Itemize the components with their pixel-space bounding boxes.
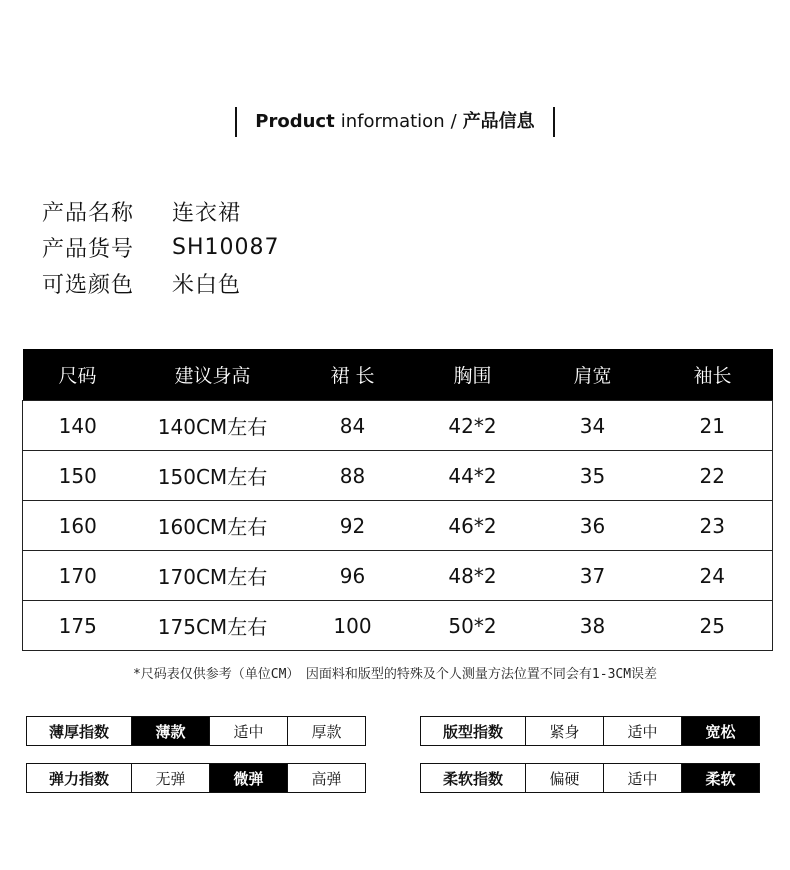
table-cell: 37 bbox=[533, 551, 653, 601]
index-label: 薄厚指数 bbox=[48, 722, 109, 741]
table-header-row bbox=[23, 349, 773, 401]
info-row-sku bbox=[42, 229, 280, 265]
table-cell: 34 bbox=[533, 401, 653, 451]
table-cell: 175 bbox=[23, 601, 133, 651]
table-cell: 84 bbox=[293, 401, 413, 451]
column-header: 胸围 bbox=[413, 349, 533, 401]
table-row bbox=[23, 501, 773, 551]
table-cell: 38 bbox=[533, 601, 653, 651]
table-cell: 50*2 bbox=[413, 601, 533, 651]
table-cell: 46*2 bbox=[413, 501, 533, 551]
index-option: 高弹 bbox=[287, 764, 365, 792]
column-header: 肩宽 bbox=[533, 349, 653, 401]
table-row bbox=[23, 451, 773, 501]
info-value: SH10087 bbox=[172, 234, 280, 260]
table-cell: 170 bbox=[23, 551, 133, 601]
table-cell: 150CM左右 bbox=[133, 451, 293, 501]
column-header: 裙 长 bbox=[293, 349, 413, 401]
table-cell: 22 bbox=[653, 451, 773, 501]
table-cell: 160 bbox=[23, 501, 133, 551]
index-label: 版型指数 bbox=[442, 722, 503, 741]
elasticity-index bbox=[26, 763, 366, 793]
section-title bbox=[237, 107, 552, 137]
index-option: 无弹 bbox=[131, 764, 209, 792]
index-option: 适中 bbox=[603, 764, 681, 792]
index-option: 薄款 bbox=[131, 717, 209, 745]
size-table bbox=[22, 349, 773, 651]
info-label: 产品名称 bbox=[42, 200, 135, 226]
column-header: 袖长 bbox=[653, 349, 773, 401]
index-label: 柔软指数 bbox=[442, 769, 503, 788]
table-cell: 140 bbox=[23, 401, 133, 451]
info-label: 产品货号 bbox=[42, 236, 135, 262]
table-cell: 44*2 bbox=[413, 451, 533, 501]
info-row-name bbox=[42, 193, 280, 229]
table-row bbox=[23, 601, 773, 651]
table-cell: 23 bbox=[653, 501, 773, 551]
info-label: 可选颜色 bbox=[42, 272, 135, 298]
table-cell: 25 bbox=[653, 601, 773, 651]
table-cell: 42*2 bbox=[413, 401, 533, 451]
table-cell: 150 bbox=[23, 451, 133, 501]
index-option: 适中 bbox=[603, 717, 681, 745]
table-cell: 36 bbox=[533, 501, 653, 551]
index-option: 紧身 bbox=[525, 717, 603, 745]
table-row bbox=[23, 551, 773, 601]
title-cn: 产品信息 bbox=[462, 111, 535, 132]
title-en: information bbox=[340, 111, 445, 132]
size-note: *尺码表仅供参考（单位CM） 因面料和版型的特殊及个人测量方法位置不同会有1-3CM误差 bbox=[132, 667, 658, 682]
table-cell: 170CM左右 bbox=[133, 551, 293, 601]
index-option: 宽松 bbox=[681, 717, 759, 745]
table-cell: 21 bbox=[653, 401, 773, 451]
table-cell: 160CM左右 bbox=[133, 501, 293, 551]
index-option: 厚款 bbox=[287, 717, 365, 745]
table-cell: 48*2 bbox=[413, 551, 533, 601]
fit-index bbox=[420, 716, 760, 746]
table-cell: 88 bbox=[293, 451, 413, 501]
table-cell: 175CM左右 bbox=[133, 601, 293, 651]
softness-index bbox=[420, 763, 760, 793]
info-value: 米白色 bbox=[172, 272, 242, 298]
table-cell: 24 bbox=[653, 551, 773, 601]
column-header: 尺码 bbox=[23, 349, 133, 401]
section-header bbox=[0, 106, 790, 138]
index-option: 柔软 bbox=[681, 764, 759, 792]
table-row bbox=[23, 401, 773, 451]
table-cell: 96 bbox=[293, 551, 413, 601]
title-en-bold: Product bbox=[255, 111, 335, 132]
index-option: 偏硬 bbox=[525, 764, 603, 792]
info-row-color bbox=[42, 265, 280, 301]
table-cell: 140CM左右 bbox=[133, 401, 293, 451]
column-header: 建议身高 bbox=[133, 349, 293, 401]
index-option: 适中 bbox=[209, 717, 287, 745]
product-info bbox=[42, 193, 280, 301]
index-option: 微弹 bbox=[209, 764, 287, 792]
thickness-index bbox=[26, 716, 366, 746]
header-right-bar bbox=[553, 107, 555, 137]
info-value: 连衣裙 bbox=[172, 200, 242, 226]
table-cell: 100 bbox=[293, 601, 413, 651]
table-cell: 92 bbox=[293, 501, 413, 551]
table-cell: 35 bbox=[533, 451, 653, 501]
index-label: 弹力指数 bbox=[48, 769, 109, 788]
title-separator: / bbox=[450, 111, 457, 132]
